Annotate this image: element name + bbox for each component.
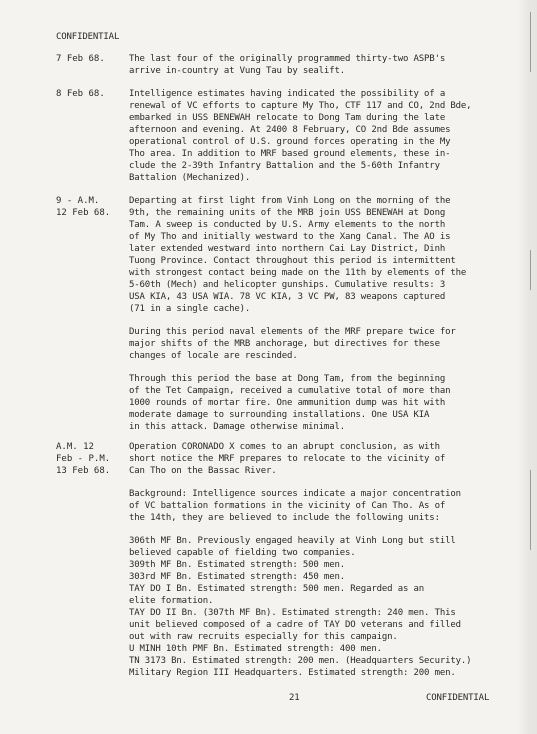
entry-text-line: operational control of U.S. ground forces operating in the My — [129, 137, 451, 147]
entry-date: 12 Feb 68. — [56, 208, 111, 218]
entry-text-line: of VC battalion formations in the vicinity of Can Tho. As of — [129, 501, 446, 511]
entry-text-line: Departing at first light from Vinh Long on the morning of the — [129, 196, 451, 206]
unit-list-line: unit believed composed of a cadre of TAY DO veterans and filled — [129, 620, 461, 630]
unit-list-line: believed capable of fielding two companies. — [129, 548, 356, 558]
entry-text-line: 9th, the remaining units of the MRB join USS BENEWAH at Dong — [129, 208, 446, 218]
entry-text-line: 5-60th (Mech) and helicopter gunships. Cumulative results: 3 — [129, 280, 446, 290]
unit-list-line: TAY DO II Bn. (307th MF Bn). Estimated strength: 240 men. This — [129, 608, 456, 618]
entry-text-line: Tuong Province. Contact throughout this period is intermittent — [129, 256, 456, 266]
entry-text-line: Background: Intelligence sources indicate a major concentration — [129, 489, 461, 499]
unit-list-line: 303rd MF Bn. Estimated strength: 450 men. — [129, 572, 346, 582]
unit-list-line: elite formation. — [129, 596, 214, 606]
entry-text-line: later extended westward into northern Cai Lay District, Dinh — [129, 244, 446, 254]
page-edge-shadow — [517, 0, 537, 734]
entry-text-line: 1000 rounds of mortar fire. One ammunition dump was hit with — [129, 398, 446, 408]
entry-text-line: renewal of VC efforts to capture My Tho, CTF 117 and CO, 2nd Bde, — [129, 101, 472, 111]
entry-text-line: Intelligence estimates having indicated the possibility of a — [129, 89, 446, 99]
unit-list-line: Military Region III Headquarters. Estimated strength: 200 men. — [129, 668, 456, 678]
entry-date: 8 Feb 68. — [56, 89, 105, 99]
entry-text-line: clude the 2-39th Infantry Battalion and the 5-60th Infantry — [129, 161, 440, 171]
entry-text-line: Battalion (Mechanized). — [129, 173, 251, 183]
unit-list-line: TAY DO I Bn. Estimated strength: 500 men. Regarded as an — [129, 584, 425, 594]
entry-text-line: The last four of the originally programmed thirty-two ASPB's — [129, 54, 446, 64]
unit-list-line: U MINH 10th PMF Bn. Estimated strength: 400 men. — [129, 644, 382, 654]
unit-list-line: out with raw recruits especially for this campaign. — [129, 632, 398, 642]
entry-text-line: major shifts of the MRB anchorage, but directives for these — [129, 339, 440, 349]
entry-text-line: moderate damage to surrounding installations. One USA KIA — [129, 410, 430, 420]
margin-mark — [530, 250, 531, 290]
entry-text-line: afternoon and evening. At 2400 8 February, CO 2nd Bde assumes — [129, 125, 451, 135]
entry-text-line: (71 in a single cache). — [129, 304, 251, 314]
footer-classification: CONFIDENTIAL — [426, 693, 490, 703]
entry-text-line: of My Tho and initially westward to the Xang Canal. The AO is — [129, 232, 451, 242]
unit-list-line: 306th MF Bn. Previously engaged heavily at Vinh Long but still — [129, 536, 456, 546]
margin-mark — [530, 12, 531, 72]
entry-date: 13 Feb 68. — [56, 466, 111, 476]
entry-text-line: changes of locale are rescinded. — [129, 351, 298, 361]
entry-date: 9 - A.M. — [56, 196, 100, 206]
entry-date: Feb - P.M. — [56, 454, 111, 464]
entry-date: 7 Feb 68. — [56, 54, 105, 64]
entry-text-line: USA KIA, 43 USA WIA. 78 VC KIA, 3 VC PW, 83 weapons captured — [129, 292, 446, 302]
page-number: 21 — [289, 693, 300, 703]
margin-mark — [530, 470, 531, 550]
entry-text-line: Operation CORONADO X comes to an abrupt conclusion, as with — [129, 442, 440, 452]
entry-text-line: During this period naval elements of the MRF prepare twice for — [129, 327, 456, 337]
entry-text-line: Tam. A sweep is conducted by U.S. Army elements to the north — [129, 220, 446, 230]
entry-text-line: arrive in-country at Vung Tau by sealift. — [129, 66, 346, 76]
header-classification: CONFIDENTIAL — [56, 32, 120, 42]
entry-text-line: Tho area. In addition to MRF based ground elements, these in- — [129, 149, 451, 159]
unit-list-line: TN 3173 Bn. Estimated strength: 200 men. (Headquarters Security.) — [129, 656, 472, 666]
unit-list-line: 309th MF Bn. Estimated strength: 500 men. — [129, 560, 346, 570]
entry-text-line: Can Tho on the Bassac River. — [129, 466, 277, 476]
entry-text-line: Through this period the base at Dong Tam, from the beginning — [129, 374, 446, 384]
entry-text-line: short notice the MRF prepares to relocate to the vicinity of — [129, 454, 446, 464]
entry-text-line: with strongest contact being made on the 11th by elements of the — [129, 268, 467, 278]
entry-text-line: in this attack. Damage otherwise minimal. — [129, 422, 346, 432]
entry-date: A.M. 12 — [56, 442, 94, 452]
entry-text-line: of the Tet Campaign, received a cumulative total of more than — [129, 386, 451, 396]
entry-text-line: embarked in USS BENEWAH relocate to Dong Tam during the late — [129, 113, 446, 123]
entry-text-line: the 14th, they are believed to include the following units: — [129, 513, 440, 523]
